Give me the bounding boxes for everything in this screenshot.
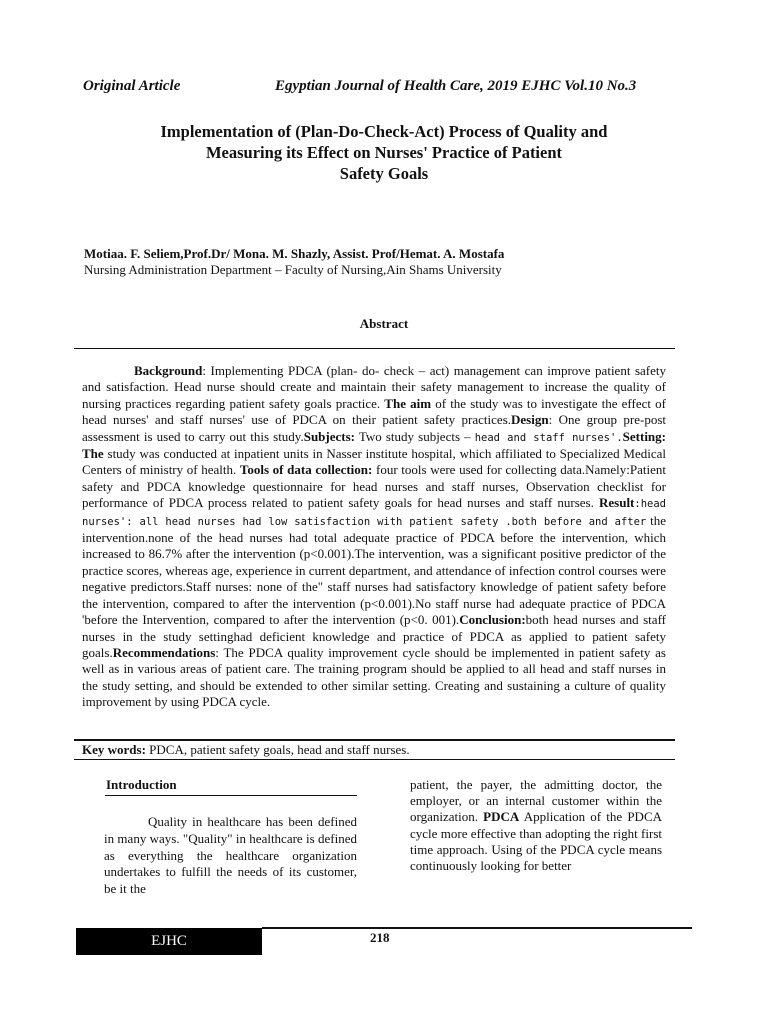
abstract-body	[82, 363, 666, 711]
keywords-rule	[74, 759, 675, 760]
introduction-pdca-bold: PDCA	[483, 809, 520, 825]
introduction-rule	[105, 795, 357, 796]
article-title	[84, 121, 684, 184]
aim-label: The aim	[384, 395, 432, 411]
introduction-left-column	[104, 814, 357, 898]
design-label: Design	[511, 412, 549, 428]
authors: Motiaa. F. Seliem,Prof.Dr/ Mona. M. Shazly, Assist. Prof/Hemat. A. Mostafa	[84, 246, 505, 261]
conclusion-text: both head nurses and staff nurses in the study settinghad deficient knowledge and practice of PDCA as applied to patient safety goals.	[82, 612, 666, 660]
result-handwritten-text: :head nurses': all head nurses had low satisfaction with patient safety .both before and after	[82, 498, 666, 528]
footer-journal-badge: EJHC	[76, 928, 262, 955]
result-label: Result	[599, 495, 635, 511]
aim-text: of the study was to investigate the effect of head nurses' and staff nurses' use of PDCA on their patient safety practices.	[82, 395, 666, 428]
recommendations-label: Recommendations	[112, 644, 216, 660]
abstract-top-rule	[74, 348, 675, 349]
title-line-3: Safety Goals	[339, 164, 429, 183]
abstract-heading: Abstract	[359, 316, 409, 331]
abstract-bottom-rule	[74, 739, 675, 741]
introduction-left-text: Quality in healthcare has been defined in many ways. "Quality" in healthcare is defined as everything the healthcare organization undertakes to fulfill the needs of its customer, be it the	[104, 814, 357, 897]
keywords-label: Key words:	[82, 742, 146, 757]
introduction-right-column	[410, 777, 662, 874]
footer-rule	[262, 927, 692, 929]
tools-label: Tools of data collection:	[239, 462, 373, 478]
page-number: 218	[370, 930, 390, 945]
affiliation: Nursing Administration Department – Faculty of Nursing,Ain Shams University	[84, 262, 502, 277]
introduction-right-text-2: Application of the PDCA cycle more effective than adopting the right first time approach. Using of the PDCA cycle means continuously looking for better	[410, 809, 663, 874]
recommendations-text: : The PDCA quality improvement cycle should be implemented in patient safety as well as in various areas of patient care. The training program should be applied to all head and staff nurses in the study setting, and should be extended to other similar setting. Creating and sustaining a culture of quality improvement by using PDCA cycle.	[82, 644, 666, 710]
title-line-1: Implementation of (Plan-Do-Check-Act) Process of Quality and	[160, 122, 608, 141]
introduction-heading: Introduction	[106, 777, 177, 792]
journal-citation-header: Egyptian Journal of Health Care, 2019 EJHC Vol.10 No.3	[275, 78, 637, 94]
tools-text: four tools were used for collecting data.Namely:Patient safety and PDCA knowledge questionnaire for head nurses and staff nurses, Observation checklist for performance of PDCA process related to patient safety goals for head nurses and staff nurses.	[82, 462, 666, 511]
background-text: : Implementing PDCA (plan- do- check – act) management can improve patient safety and satisfaction. Head nurse should create and maintain their safety management to increase the quality of nursing practices regarding patient safety goals practice.	[82, 363, 666, 411]
result-text: the intervention.none of the head nurses had total adequate practice of PDCA before the intervention, which increased to 86.7% after the intervention (p<0.001).The intervention, was a significant positive predictor of the practice scores, whereas age, experience in current department, and attendance of infection control courses were negative predictors.Staff nurses: none of the" staff nurses had satisfactory knowledge of patient safety before the intervention, compared to after the intervention (p<0.001).No staff nurse had adequate practice of PDCA 'before the Intervention, compared to after the intervention (p<0. 001).	[82, 512, 666, 628]
introduction-right-text: patient, the payer, the admitting doctor, the employer, or an internal customer within the organization.	[410, 777, 662, 825]
keywords-text: PDCA, patient safety goals, head and staff nurses.	[145, 742, 410, 757]
subjects-label: Subjects:	[303, 428, 355, 444]
title-line-2: Measuring its Effect on Nurses' Practice of Patient	[205, 143, 563, 162]
setting-label: Setting: The	[82, 428, 666, 462]
conclusion-label: Conclusion:	[459, 612, 526, 628]
design-text: : One group pre-post assessment is used to carry out this study.	[82, 412, 667, 444]
article-type-label: Original Article	[83, 78, 181, 94]
subjects-handwritten-text: head and staff nurses'.	[474, 431, 623, 444]
background-label: Background	[134, 363, 203, 378]
subjects-text: Two study subjects –	[355, 428, 475, 444]
keywords	[82, 742, 672, 758]
setting-text: study was conducted at inpatient units in Nasser institute hospital, which affiliated to Specialized Medical Centers of ministry of health.	[82, 446, 666, 478]
